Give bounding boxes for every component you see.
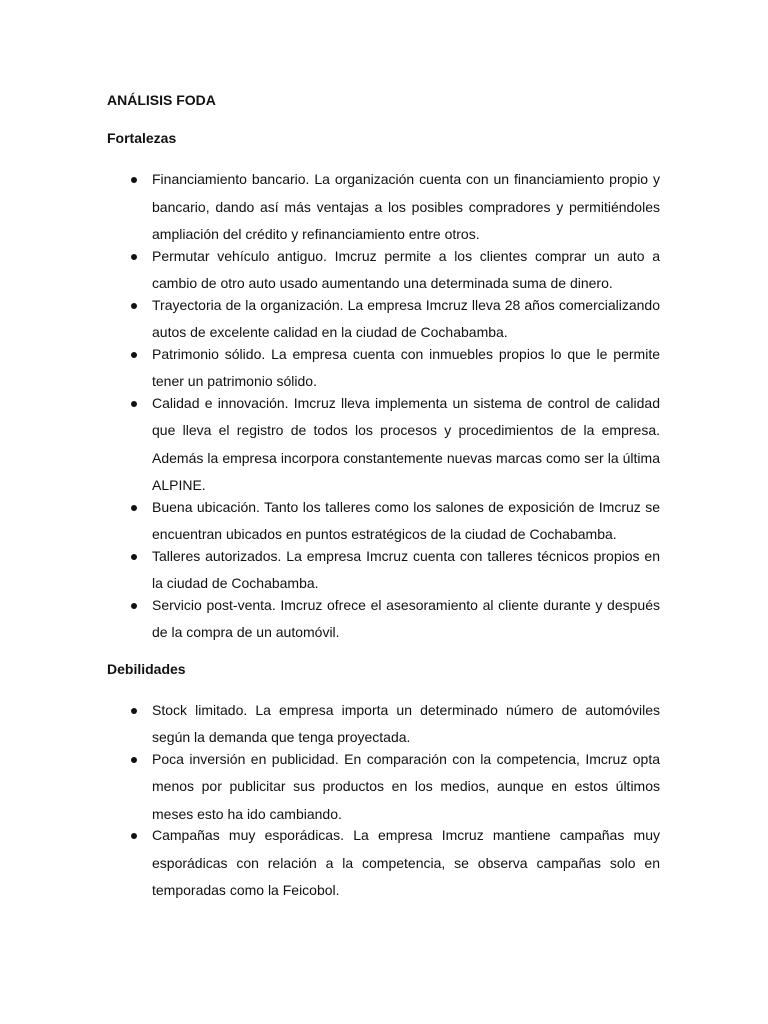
list-item bbox=[107, 697, 660, 752]
list-item bbox=[107, 166, 660, 249]
list-item bbox=[107, 390, 660, 500]
list-item bbox=[107, 746, 660, 829]
bullet-icon bbox=[131, 401, 137, 407]
list-item-text: Trayectoria de la organización. La empresa Imcruz lleva 28 años comercializando autos de excelente calidad en la ciudad de Cochabamba. bbox=[152, 296, 660, 340]
bullet-icon bbox=[131, 254, 137, 260]
section-heading-fortalezas: Fortalezas bbox=[107, 130, 177, 146]
list-item-text: Permutar vehículo antiguo. Imcruz permite a los clientes comprar un auto a cambio de otro auto usado aumentando una determinada suma de dinero. bbox=[152, 247, 660, 291]
bullet-icon bbox=[131, 833, 137, 839]
bullet-icon bbox=[131, 757, 137, 763]
list-item bbox=[107, 592, 660, 647]
bullet-icon bbox=[131, 505, 137, 511]
list-item-text: Poca inversión en publicidad. En comparación con la competencia, Imcruz opta menos por publicitar sus productos en los medios, aunque en estos últimos meses esto ha ido cambiando. bbox=[152, 750, 660, 822]
bullet-icon bbox=[131, 177, 137, 183]
list-item-text: Patrimonio sólido. La empresa cuenta con inmuebles propios lo que le permite tener un patrimonio sólido. bbox=[152, 345, 660, 389]
list-item-text: Financiamiento bancario. La organización cuenta con un financiamiento propio y bancario, dando así más ventajas a los posibles compradores y permitiéndoles ampliación del crédito y refinanciamiento entre otros. bbox=[152, 171, 660, 242]
list-item bbox=[107, 341, 660, 396]
list-item bbox=[107, 822, 660, 905]
bullet-icon bbox=[131, 708, 137, 714]
document-title: ANÁLISIS FODA bbox=[107, 92, 216, 108]
list-item-text: Buena ubicación. Tanto los talleres como los salones de exposición de Imcruz se encuentran ubicados en puntos estratégicos de la ciudad de Cochabamba. bbox=[152, 498, 660, 542]
list-item-text: Servicio post-venta. Imcruz ofrece el asesoramiento al cliente durante y después de la compra de un automóvil. bbox=[152, 596, 660, 640]
list-item-text: Stock limitado. La empresa importa un determinado número de automóviles según la demanda que tenga proyectada. bbox=[152, 701, 660, 745]
bullet-icon bbox=[131, 603, 137, 609]
bullet-icon bbox=[131, 352, 137, 358]
weaknesses-list bbox=[107, 697, 660, 905]
list-item bbox=[107, 292, 660, 347]
list-item-text: Campañas muy esporádicas. La empresa Imcruz mantiene campañas muy esporádicas con relación a la competencia, se observa campañas solo en temporadas como la Feicobol. bbox=[152, 827, 660, 898]
section-heading-debilidades: Debilidades bbox=[107, 660, 186, 677]
list-item-text: Talleres autorizados. La empresa Imcruz cuenta con talleres técnicos propios en la ciudad de Cochabamba. bbox=[152, 547, 660, 591]
list-item-text: Calidad e innovación. Imcruz lleva implementa un sistema de control de calidad que lleva el registro de todos los procesos y procedimientos de la empresa. Además la empresa incorpora constantemente nuevas marcas como ser la última ALPINE. bbox=[152, 394, 660, 493]
list-item bbox=[107, 543, 660, 598]
strengths-list bbox=[107, 166, 660, 647]
bullet-icon bbox=[131, 554, 137, 560]
list-item bbox=[107, 494, 660, 549]
bullet-icon bbox=[131, 303, 137, 309]
document-page bbox=[107, 91, 660, 899]
list-item bbox=[107, 243, 660, 298]
